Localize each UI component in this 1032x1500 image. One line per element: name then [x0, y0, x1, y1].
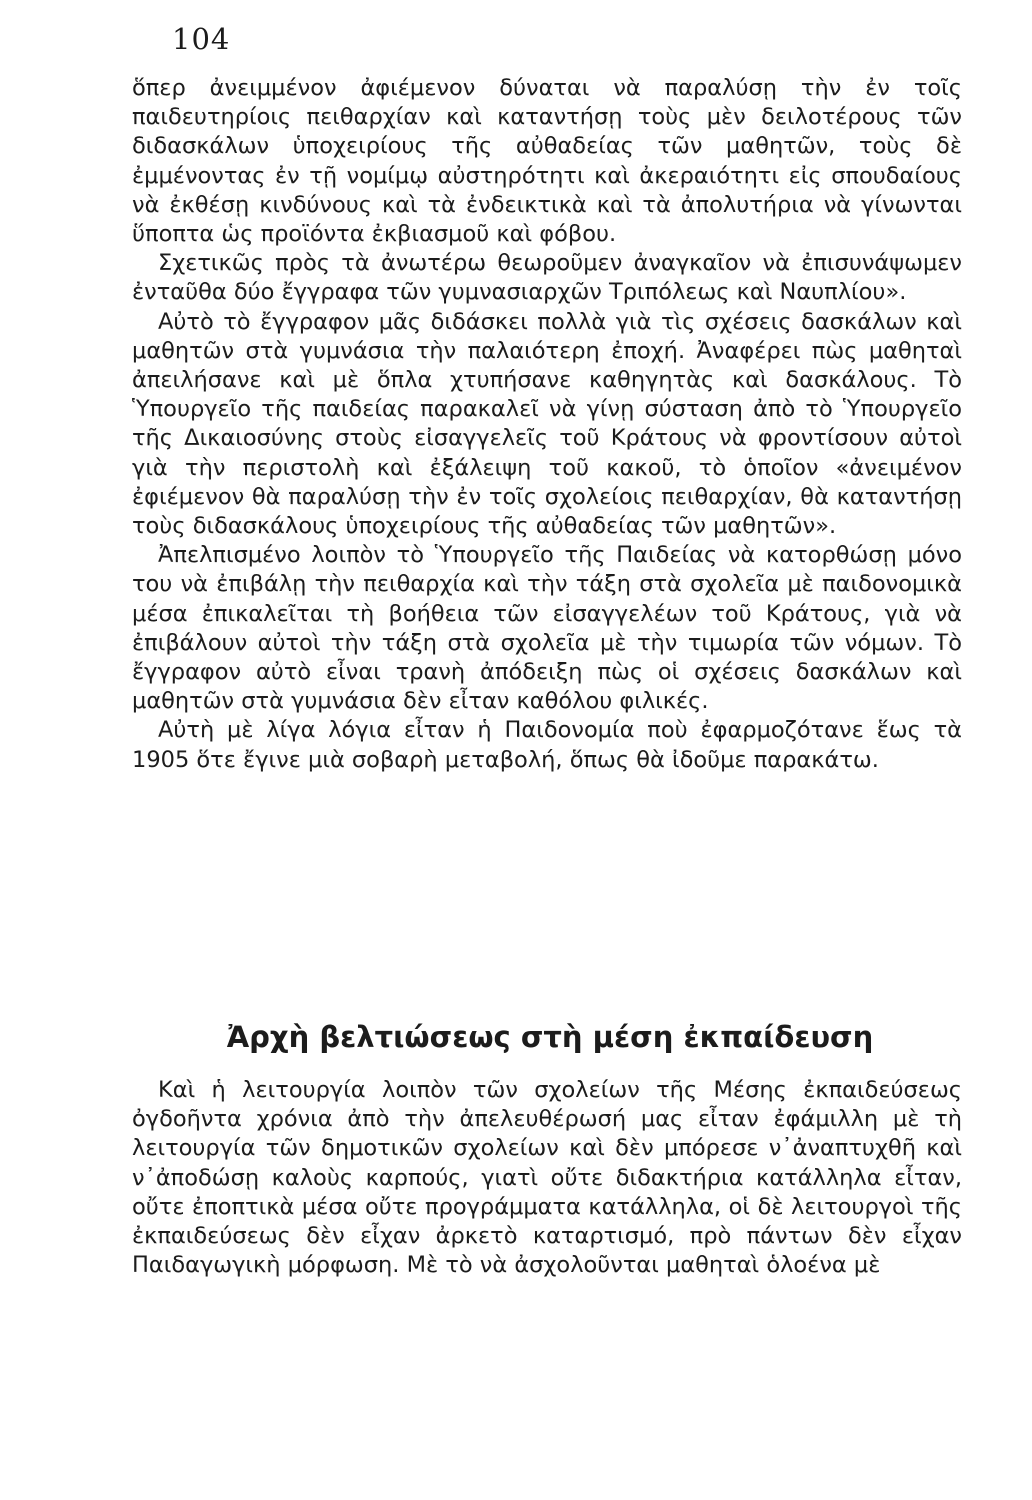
section-heading: Ἀρχὴ βελτιώσεως στὴ μέση ἐκπαίδευση — [226, 1020, 874, 1054]
body-text-top — [132, 74, 962, 775]
paragraph: Σχετικῶς πρὸς τὰ ἀνωτέρω θεωροῦμεν ἀναγκαῖον νὰ ἐπισυνάψωμεν ἐνταῦθα δύο ἔγγραφα τῶν γυμνασιαρχῶν Τριπόλεως καὶ Ναυπλίου». — [132, 250, 962, 306]
body-text-section — [132, 1076, 962, 1280]
paragraph: Ἀπελπισμένο λοιπὸν τὸ Ὑπουργεῖο τῆς Παιδείας νὰ κατορθώσῃ μόνο του νὰ ἐπιβάλῃ τὴν πειθαρχία καὶ τὴν τάξη στὰ σχολεῖα μὲ παιδονομικὰ μέσα ἐπικαλεῖται τὴ βοήθεια τῶν εἰσαγγελέων τοῦ Κράτους, γιὰ νὰ ἐπιβάλουν αὐτοὶ τὴν τάξη στὰ σχολεῖα μὲ τὴν τιμωρία τῶν νόμων. Τὸ ἔγγραφον αὐτὸ εἶναι τρανὴ ἀπόδειξη πὼς οἱ σχέσεις δασκάλων καὶ μαθητῶν στὰ γυμνάσια δὲν εἶταν καθόλου φιλικές. — [132, 542, 962, 715]
page-number: 104 — [172, 22, 231, 56]
paragraph: ὅπερ ἀνειμμένον ἀφιέμενον δύναται νὰ παραλύσῃ τὴν ἐν τοῖς παιδευτηρίοις πειθαρχίαν καὶ καταντήσῃ τοὺς μὲν δειλοτέρους τῶν διδασκάλων ὑποχειρίους τῆς αὐθαδείας τῶν μαθητῶν, τοὺς δὲ ἐμμένοντας ἐν τῇ νομίμῳ αὐστηρότητι καὶ ἀκεραιότητι εἰς σπουδαίους νὰ ἐκθέσῃ κινδύνους καὶ τὰ ἐνδεικτικὰ καὶ τὰ ἀπολυτήρια νὰ γίνωνται ὕποπτα ὡς προϊόντα ἐκβιασμοῦ καὶ φόβου. — [132, 75, 962, 248]
paragraph: Αὐτὸ τὸ ἔγγραφον μᾶς διδάσκει πολλὰ γιὰ τὶς σχέσεις δασκάλων καὶ μαθητῶν στὰ γυμνάσια τὴν παλαιότερη ἐποχή. Ἀναφέρει πὼς μαθηταὶ ἀπειλήσανε καὶ μὲ ὅπλα χτυπήσανε καθηγητὰς καὶ δασκάλους. Τὸ Ὑπουργεῖο τῆς παιδείας παρακαλεῖ νὰ γίνῃ σύσταση ἀπὸ τὸ Ὑπουργεῖο τῆς Δικαιοσύνης στοὺς εἰσαγγελεῖς τοῦ Κράτους νὰ φροντίσουν αὐτοὶ γιὰ τὴν περιστολὴ καὶ ἐξάλειψη τοῦ κακοῦ, τὸ ὁποῖον «ἀνειμένον ἐφιέμενον θὰ παραλύσῃ τὴν ἐν τοῖς σχολείοις πειθαρχίαν, θὰ καταντήσῃ τοὺς διδασκάλους ὑποχειρίους τῆς αὐθαδείας τῶν μαθητῶν». — [132, 308, 962, 540]
paragraph: Καὶ ἡ λειτουργία λοιπὸν τῶν σχολείων τῆς Μέσης ἐκπαιδεύσεως ὀγδοῆντα χρόνια ἀπὸ τὴν ἀπελευθέρωσή μας εἶταν ἐφάμιλλη μὲ τὴ λειτουργία τῶν δημοτικῶν σχολείων καὶ δὲν μπόρεσε ν᾿ἀναπτυχθῆ καὶ ν᾿ἀποδώσῃ καλοὺς καρπούς, γιατὶ οὔτε διδακτήρια κατάλληλα εἶταν, οὔτε ἐποπτικὰ μέσα οὔτε προγράμματα κατάλληλα, οἱ δὲ λειτουργοὶ τῆς ἐκπαιδεύσεως δὲν εἶχαν ἀρκετὸ καταρτισμό, πρὸ πάντων δὲν εἶχαν Παιδαγωγικὴ μόρφωση. Μὲ τὸ νὰ ἀσχολοῦνται μαθηταὶ ὁλοένα μὲ — [132, 1077, 962, 1279]
paragraph: Αὐτὴ μὲ λίγα λόγια εἶταν ἡ Παιδονομία ποὺ ἐφαρμοζότανε ἕως τὰ 1905 ὅτε ἔγινε μιὰ σοβαρὴ μεταβολή, ὅπως θὰ ἰδοῦμε παρακάτω. — [132, 717, 962, 773]
